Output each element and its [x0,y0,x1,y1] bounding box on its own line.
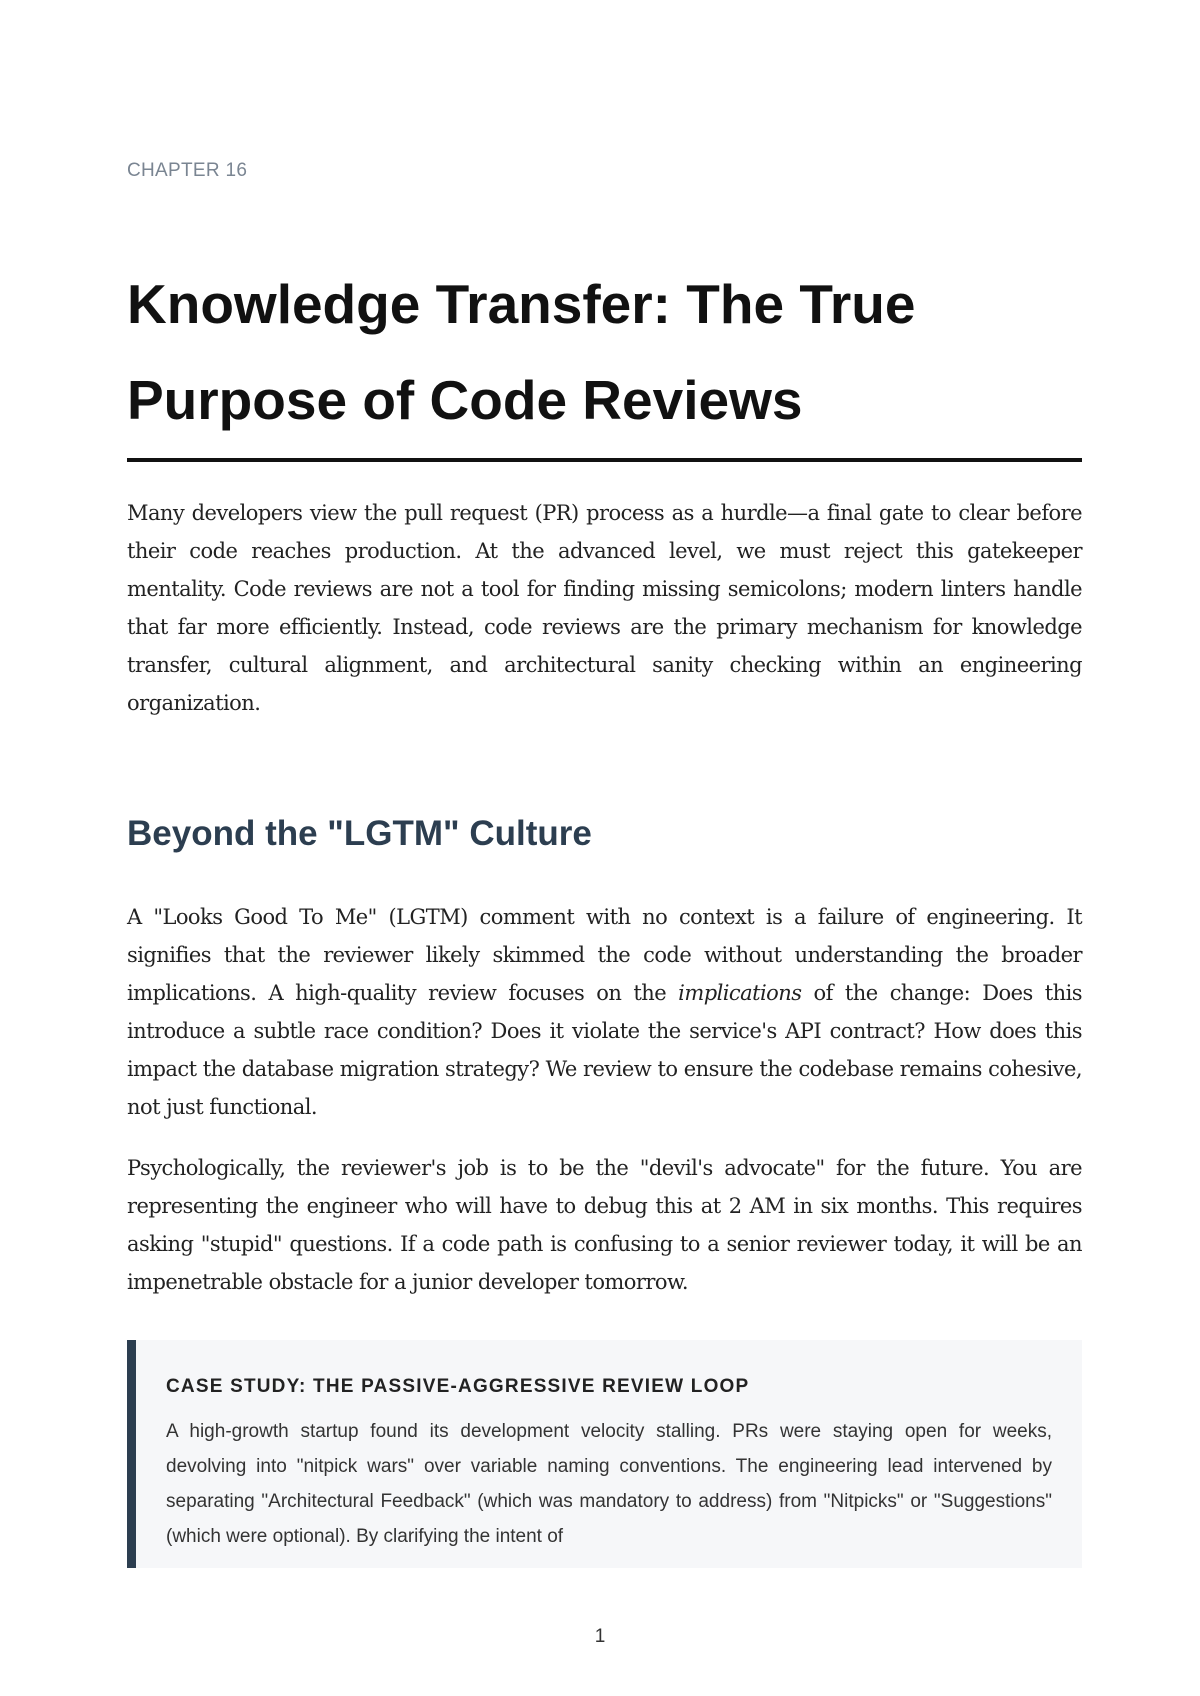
paragraph-text: A "Looks Good To Me" (LGTM) comment with no context is a failure of engineering. It signifies that the reviewer likely skimmed the code without understanding the broader implications. A high-quality review focuses on the [127,905,1082,1005]
chapter-title: Knowledge Transfer: The True Purpose of Code Reviews [127,273,916,431]
section-paragraph-1 [127,898,1082,1126]
paragraph-text: of the change: Does this introduce a subtle race condition? Does it violate the service's API contract? How does this impact the database migration strategy? We review to ensure the codebase remains cohesive, not just functional. [127,981,1082,1119]
title-divider [127,458,1082,462]
emphasis-text: implications [678,981,802,1005]
case-study-title: CASE STUDY: THE PASSIVE-AGGRESSIVE REVIEW LOOP [166,1376,750,1397]
section-heading: Beyond the "LGTM" Culture [127,814,592,853]
section-body [127,898,1082,1301]
intro-paragraph: Many developers view the pull request (PR) process as a hurdle—a final gate to clear before their code reaches production. At the advanced level, we must reject this gatekeeper mentality. Code reviews are not a tool for finding missing semicolons; modern linters handle that far more efficiently. Instead, code reviews are the primary mechanism for knowledge transfer, cultural alignment, and architectural sanity checking within an engineering organization. [127,501,1082,715]
page-number: 1 [594,1626,606,1647]
case-study-text: A high-growth startup found its development velocity stalling. PRs were staying open for weeks, devolving into "nitpick wars" over variable naming conventions. The engineering lead intervened by separating "Architectural Feedback" (which was mandatory to address) from "Nitpicks" or "Suggestions" (which were optional). By clarifying the intent of [166,1421,1052,1547]
intro-block [127,494,1082,722]
section-paragraph-2: Psychologically, the reviewer's job is to be the "devil's advocate" for the future. You are representing the engineer who will have to debug this at 2 AM in six months. This requires asking "stupid" questions. If a code path is confusing to a senior reviewer today, it will be an impenetrable obstacle for a junior developer tomorrow. [127,1156,1082,1294]
chapter-label: CHAPTER 16 [127,160,248,181]
case-study-callout [127,1340,1082,1568]
